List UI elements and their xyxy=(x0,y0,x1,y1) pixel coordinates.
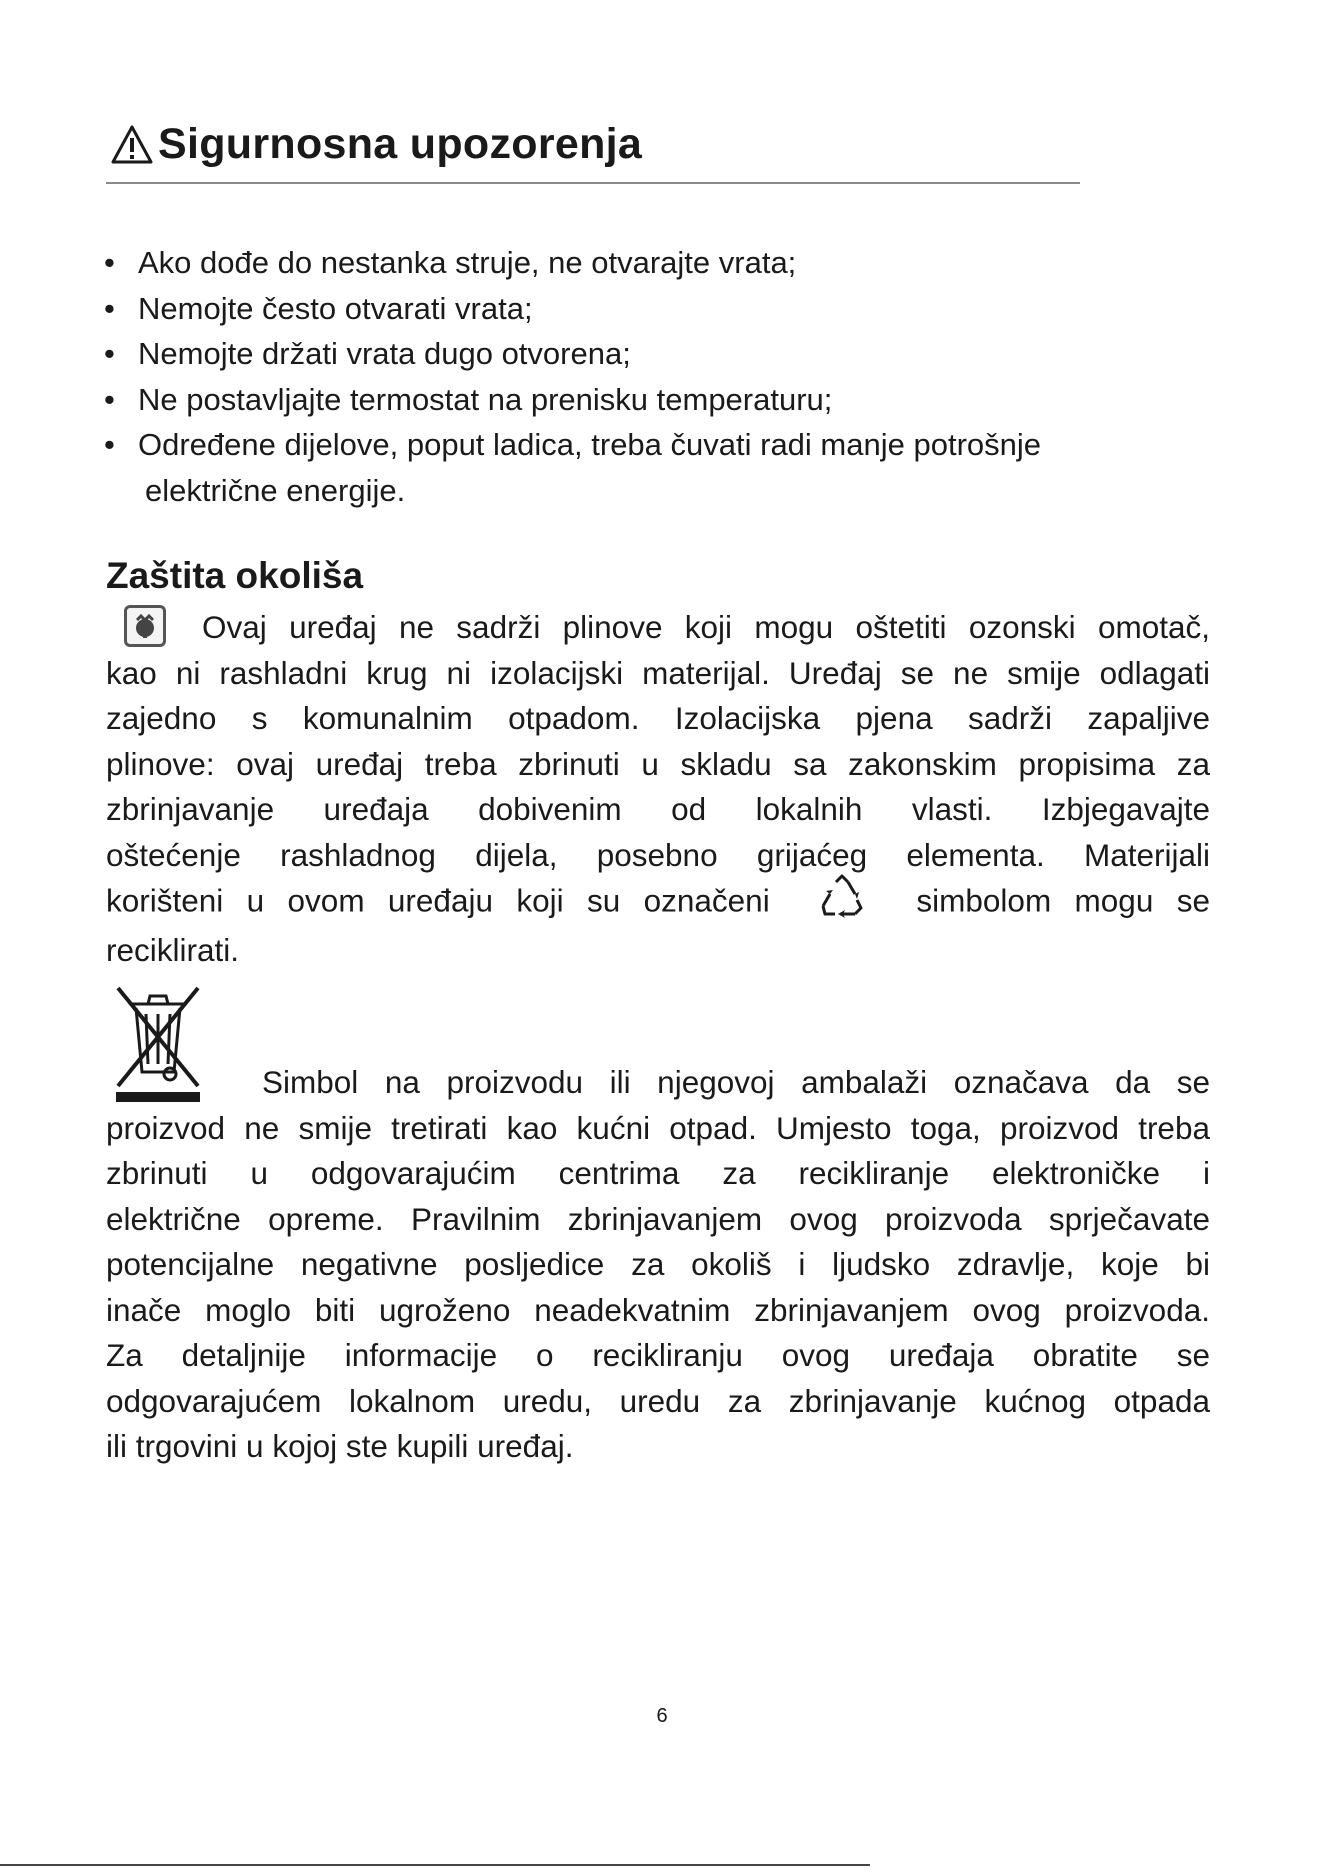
paragraph-line: odgovarajućem lokalnom uredu, uredu za zbrinjavanje kućnog otpada xyxy=(106,1382,1210,1419)
paragraph-line: proizvod ne smije tretirati kao kućni otpad. Umjesto toga, proizvod treba xyxy=(106,1109,1210,1146)
paragraph-line: korišteni u ovom uređaju koji su označeni simbolom mogu se xyxy=(106,878,1210,928)
warning-triangle-icon xyxy=(110,123,154,167)
paragraph-line: zbrinuti u odgovarajućim centrima za recikliranje elektroničke i xyxy=(106,1155,1210,1191)
paragraph-line: oštećenje rashladnog dijela, posebno grijaćeg elementa. Materijali xyxy=(106,836,1210,873)
paragraph-line: reciklirati. xyxy=(106,932,240,969)
paragraph-line: Ovaj uređaj ne sadrži plinove koji mogu oštetiti ozonski omotač, xyxy=(106,605,1210,651)
section-heading xyxy=(110,120,642,169)
list-item-continuation: električne energije. xyxy=(145,472,406,508)
weee-paragraph xyxy=(106,1060,1210,1470)
paragraph-line: zajedno s komunalnim otpadom. Izolacijska pjena sadrži zapaljive xyxy=(106,700,1210,737)
safety-bullet-list xyxy=(100,240,1220,513)
section-heading-title: Sigurnosna upozorenja xyxy=(158,120,643,168)
environment-heading: Zaštita okoliša xyxy=(106,555,364,596)
paragraph-line: kao ni rashladni krug ni izolacijski materijal. Uređaj se ne smije odlagati xyxy=(106,654,1210,691)
list-item: • Ako dođe do nestanka struje, ne otvarajte vrata; xyxy=(104,245,797,280)
recycle-icon xyxy=(817,872,867,922)
paragraph-line: potencijalne negativne posljedice za okoliš i ljudsko zdravlje, koje bi xyxy=(106,1246,1210,1282)
list-item: • Određene dijelove, poput ladica, treba čuvati radi manje potrošnje xyxy=(104,427,1041,462)
paragraph-line: zbrinjavanje uređaja dobivenim od lokalnih vlasti. Izbjegavajte xyxy=(106,791,1210,828)
list-item: • Ne postavljajte termostat na prenisku temperaturu; xyxy=(104,381,833,417)
list-item: • Nemojte držati vrata dugo otvorena; xyxy=(104,336,631,371)
bottom-divider xyxy=(0,1864,870,1866)
environment-paragraph xyxy=(106,605,1210,974)
paragraph-line: ili trgovini u kojoj ste kupili uređaj. xyxy=(106,1428,574,1464)
paragraph-line: plinove: ovaj uređaj treba zbrinuti u skladu sa zakonskim propisima za xyxy=(106,745,1210,782)
heading-divider xyxy=(106,182,1080,184)
paragraph-line: inače moglo biti ugroženo neadekvatnim zbrinjavanjem ovog proizvoda. xyxy=(106,1291,1210,1328)
paragraph-line: električne opreme. Pravilnim zbrinjavanjem ovog proizvoda sprječavate xyxy=(106,1200,1210,1237)
paragraph-line: Za detaljnije informacije o recikliranju ovog uređaja obratite se xyxy=(106,1337,1210,1373)
paragraph-line: Simbol na proizvodu ili njegovoj ambalaži označava da se xyxy=(262,1064,1210,1100)
list-item: • Nemojte često otvarati vrata; xyxy=(104,290,533,326)
page-number: 6 xyxy=(656,1705,668,1727)
ozone-safe-icon xyxy=(124,605,166,647)
